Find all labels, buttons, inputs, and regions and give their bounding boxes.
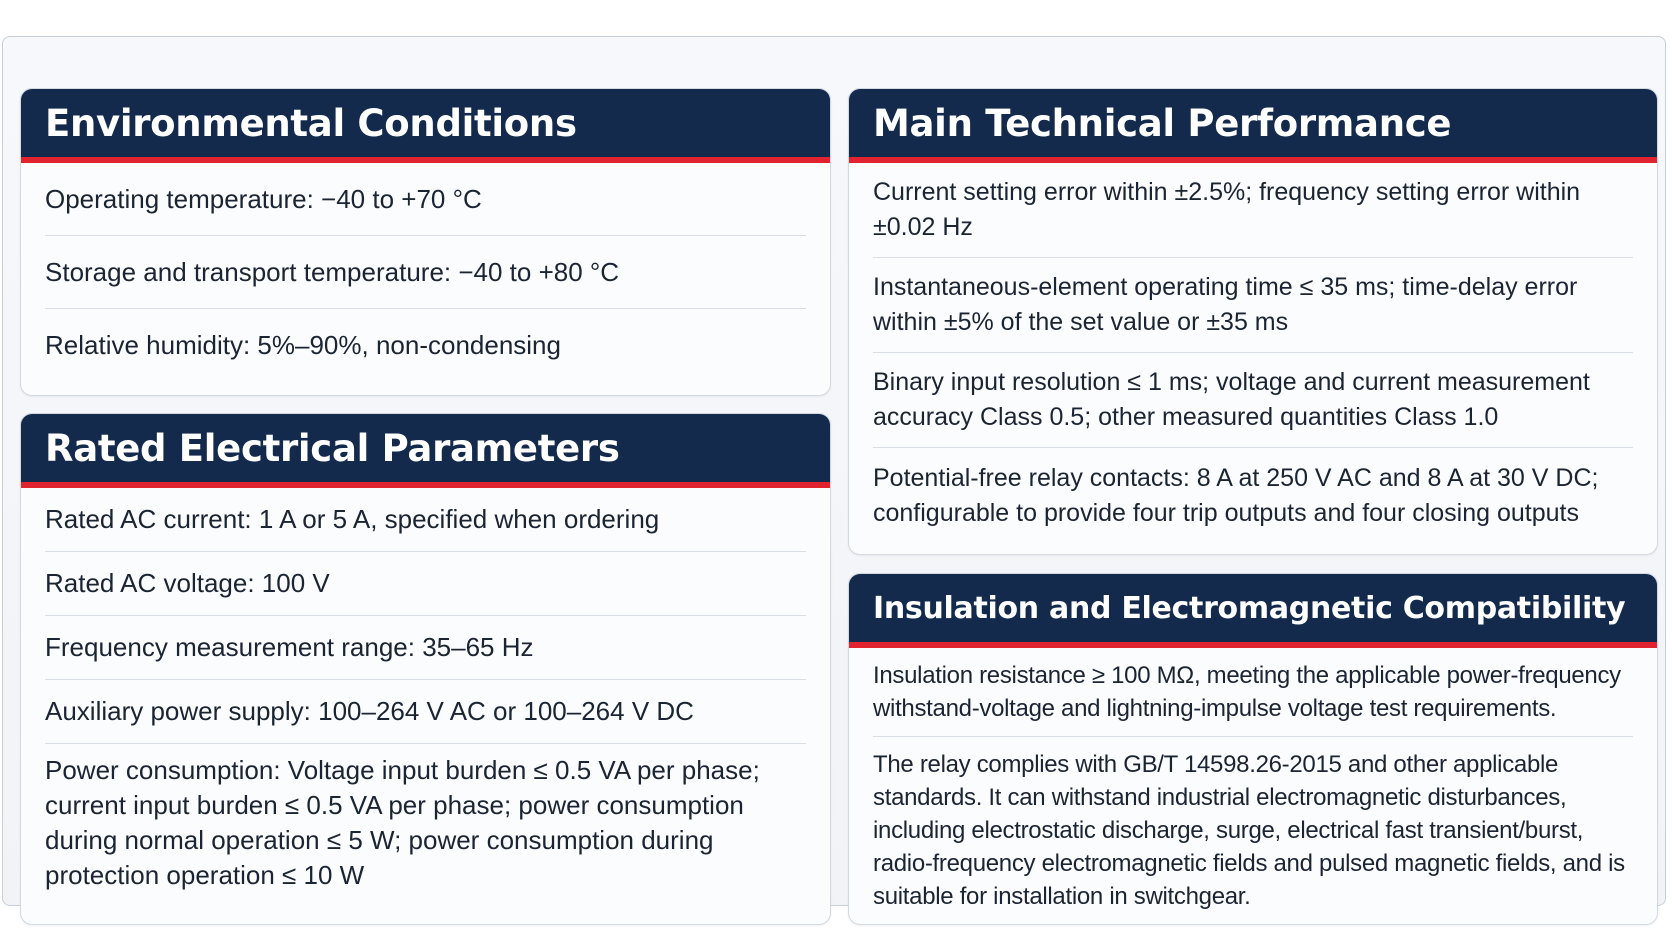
card-header: [849, 89, 1657, 163]
spec-item: [873, 737, 1633, 924]
spec-item-text: Instantaneous-element operating time ≤ 35 ms; time-delay error within ±5% of the set value or ±35 ms: [873, 273, 1578, 336]
spec-item: [45, 616, 806, 680]
spec-item: [45, 552, 806, 616]
spec-item-text: Insulation resistance ≥ 100 MΩ, meeting the applicable power-frequency withstand-voltage and lightning-impulse voltage test requirements.: [873, 662, 1621, 722]
spec-item-text: Binary input resolution ≤ 1 ms; voltage and current measurement accuracy Class 0.5; other measured quantities Class 1.0: [873, 368, 1590, 431]
spec-item: [873, 163, 1633, 258]
spec-item: [45, 488, 806, 552]
spec-item-text: Power consumption: Voltage input burden ≤ 0.5 VA per phase; current input burden ≤ 0.5 VA per phase; power consumption during normal operation ≤ 5 W; power consumption during protection operation ≤ 10 W: [45, 755, 760, 890]
spec-item-text: Operating temperature: −40 to +70 °C: [45, 183, 482, 214]
card-header: [21, 414, 830, 488]
card-header: [21, 89, 830, 163]
spec-item-text: Storage and transport temperature: −40 to +80 °C: [45, 256, 620, 287]
spec-item: [873, 648, 1633, 737]
card-body: [849, 163, 1657, 543]
spec-item: [45, 163, 806, 236]
card-title: Main Technical Performance: [873, 101, 1452, 145]
environmental-conditions-card: [20, 88, 831, 396]
card-body: [21, 163, 830, 382]
spec-sheet: [2, 36, 1666, 910]
card-header: [849, 574, 1657, 648]
rated-electrical-parameters-card: [20, 413, 831, 925]
spec-item-text: Frequency measurement range: 35–65 Hz: [45, 632, 534, 662]
spec-item: [873, 353, 1633, 448]
spec-item-text: Relative humidity: 5%–90%, non-condensing: [45, 330, 561, 360]
main-technical-performance-card: [848, 88, 1658, 555]
spec-item-text: The relay complies with GB/T 14598.26-2015 and other applicable standards. It can withstand industrial electromagnetic disturbances, including electrostatic discharge, surge, electrical fast transient/burst, radio-frequency electromagnetic fields and pulsed magnetic fields, and is suitable for installation in switchgear.: [873, 751, 1625, 910]
card-title: Insulation and Electromagnetic Compatibility: [873, 590, 1626, 626]
card-body: [21, 488, 830, 902]
spec-item: [45, 236, 806, 309]
spec-item-text: Potential-free relay contacts: 8 A at 250 V AC and 8 A at 30 V DC; configurable to provide four trip outputs and four closing outputs: [873, 463, 1599, 527]
spec-item-text: Auxiliary power supply: 100–264 V AC or 100–264 V DC: [45, 696, 694, 726]
card-title: Rated Electrical Parameters: [45, 426, 620, 470]
spec-item: [873, 258, 1633, 353]
insulation-emc-card: [848, 573, 1658, 925]
spec-item-text: Current setting error within ±2.5%; frequency setting error within ±0.02 Hz: [873, 178, 1581, 241]
spec-item: [45, 680, 806, 744]
spec-item-text: Rated AC voltage: 100 V: [45, 568, 330, 598]
spec-item: [45, 309, 806, 382]
spec-item-text: Rated AC current: 1 A or 5 A, specified when ordering: [45, 504, 660, 534]
card-title: Environmental Conditions: [45, 101, 577, 145]
spec-item: [873, 448, 1633, 543]
spec-item: [45, 744, 806, 902]
card-body: [849, 648, 1657, 924]
